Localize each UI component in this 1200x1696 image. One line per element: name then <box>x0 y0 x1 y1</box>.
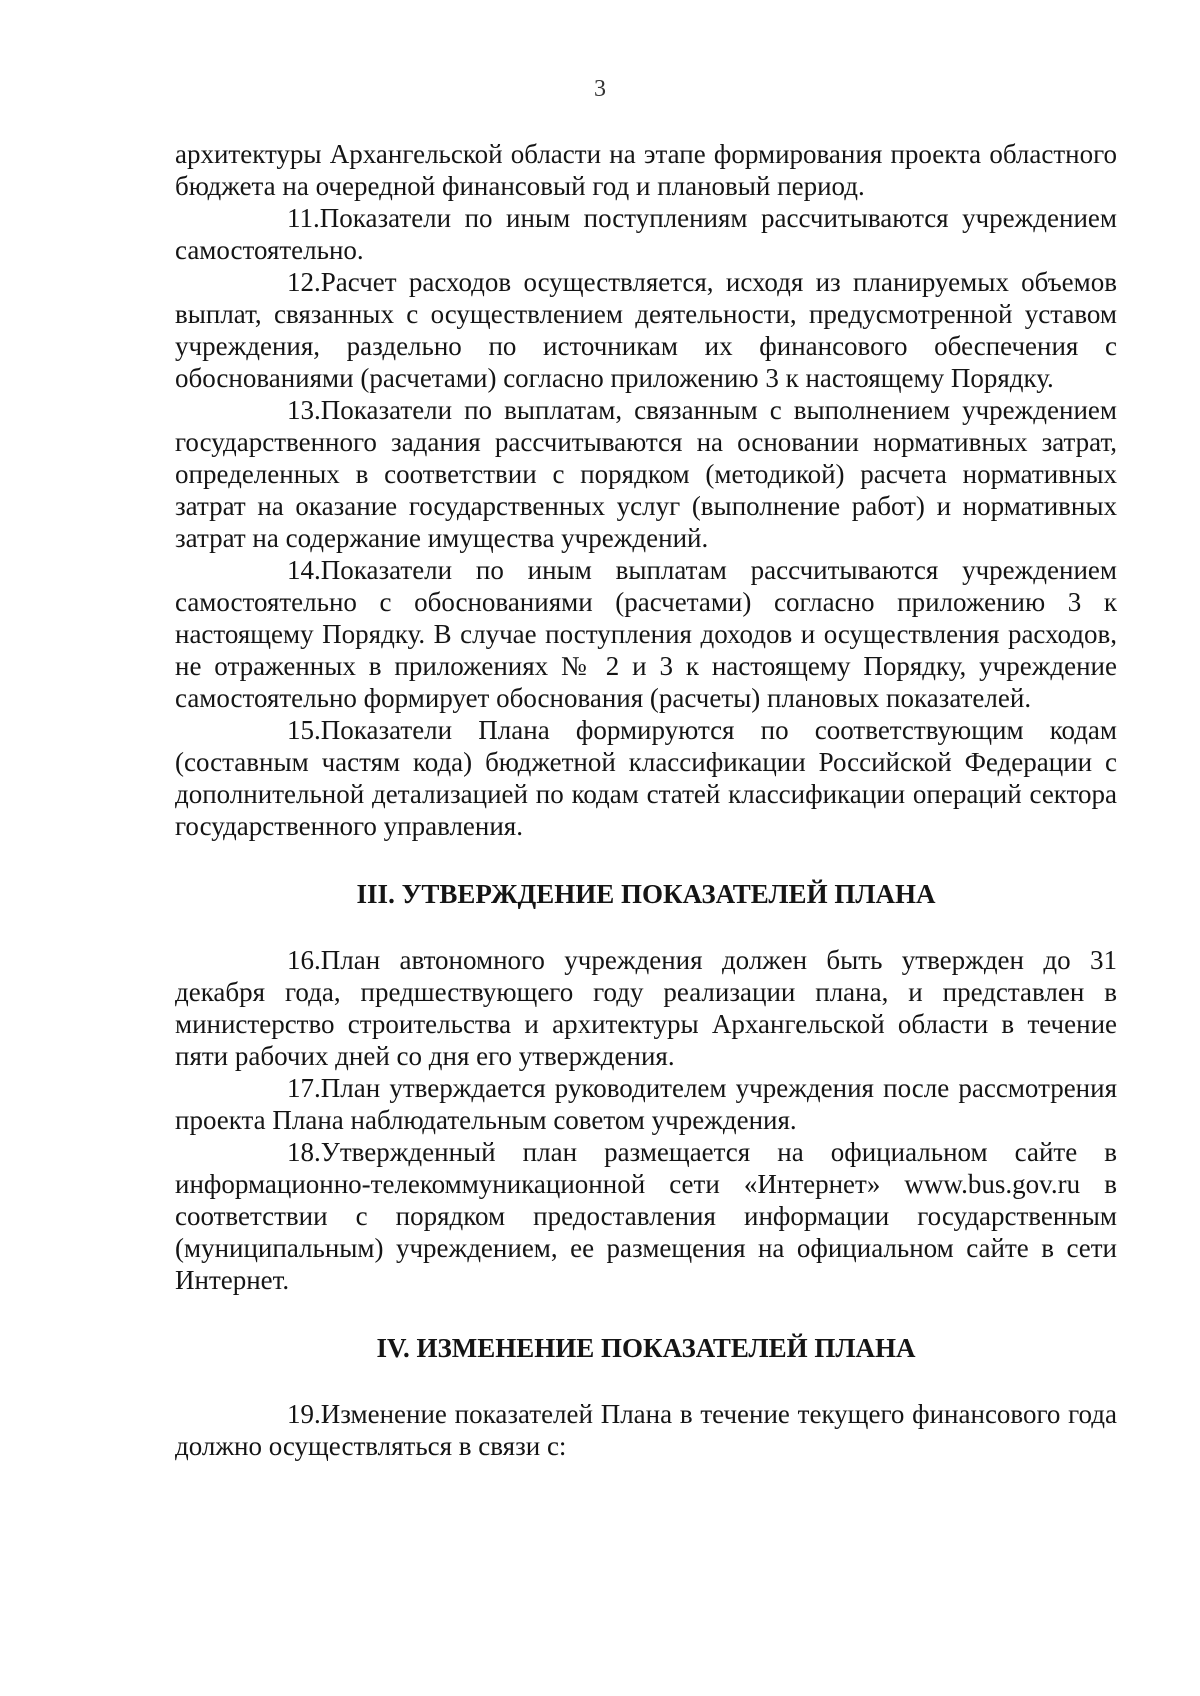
paragraph-19 <box>175 1398 1117 1462</box>
paragraph-number: 14. <box>287 555 321 585</box>
spacer <box>175 1296 1117 1332</box>
intro-continuation: архитектуры Архангельской области на этапе формирования проекта областного бюджета на очередной финансовый год и плановый период. <box>175 139 1117 201</box>
section-heading-3: III. УТВЕРЖДЕНИЕ ПОКАЗАТЕЛЕЙ ПЛАНА <box>356 879 936 909</box>
paragraph-13 <box>175 394 1117 554</box>
paragraph-text: План автономного учреждения должен быть утвержден до 31 декабря года, предшествующего году реализации плана, и представлен в министерство строительства и архитектуры Архангельской области в течение пяти рабочих дней со дня его утверждения. <box>175 945 1117 1071</box>
spacer <box>175 842 1117 878</box>
spacer <box>175 1364 1117 1398</box>
paragraph-15 <box>175 714 1117 842</box>
paragraph-14 <box>175 554 1117 714</box>
page-number: 3 <box>594 76 606 102</box>
paragraph-text: Показатели по иным поступлениям рассчитываются учреждением самостоятельно. <box>175 203 1117 265</box>
paragraph-number: 19. <box>287 1399 321 1429</box>
paragraph-text: Изменение показателей Плана в течение текущего финансового года должно осуществляться в связи с: <box>175 1399 1117 1461</box>
paragraph-text: Показатели Плана формируются по соответствующим кодам (составным частям кода) бюджетной классификации Российской Федерации с дополнительной детализацией по кодам статей классификации операций сектора государственного управления. <box>175 715 1117 841</box>
paragraph-text: Расчет расходов осуществляется, исходя из планируемых объемов выплат, связанных с осуществлением деятельности, предусмотренной уставом учреждения, раздельно по источникам их финансового обеспечения с обоснованиями (расчетами) согласно приложению 3 к настоящему Порядку. <box>175 267 1117 393</box>
paragraph-text: План утверждается руководителем учреждения после рассмотрения проекта Плана наблюдательным советом учреждения. <box>175 1073 1117 1135</box>
paragraph-18 <box>175 1136 1117 1296</box>
paragraph-text: Утвержденный план размещается на официальном сайте в информационно-телекоммуникационной сети «Интернет» www.bus.gov.ru в соответствии с порядком предоставления информации государственным (муниципальным) учреждением, ее размещения на официальном сайте в сети Интернет. <box>175 1137 1117 1295</box>
paragraph-text: Показатели по иным выплатам рассчитываются учреждением самостоятельно с обоснованиями (расчетами) согласно приложению 3 к настоящему Порядку. В случае поступления доходов и осуществления расходов, не отраженных в приложениях № 2 и 3 к настоящему Порядку, учреждение самостоятельно формирует обоснования (расчеты) плановых показателей. <box>175 555 1117 713</box>
spacer <box>175 910 1117 944</box>
paragraph-12 <box>175 266 1117 394</box>
paragraph-text: Показатели по выплатам, связанным с выполнением учреждением государственного задания рассчитываются на основании нормативных затрат, определенных в соответствии с порядком (методикой) расчета нормативных затрат на оказание государственных услуг (выполнение работ) и нормативных затрат на содержание имущества учреждений. <box>175 395 1117 553</box>
paragraph-17 <box>175 1072 1117 1136</box>
paragraph-11 <box>175 202 1117 266</box>
paragraph-number: 13. <box>287 395 321 425</box>
paragraph-number: 17. <box>287 1073 321 1103</box>
section-heading-4: IV. ИЗМЕНЕНИЕ ПОКАЗАТЕЛЕЙ ПЛАНА <box>376 1333 916 1363</box>
paragraph-number: 12. <box>287 267 321 297</box>
paragraph-number: 16. <box>287 945 321 975</box>
document-body <box>175 138 1117 1462</box>
paragraph-number: 18. <box>287 1137 321 1167</box>
paragraph-number: 15. <box>287 715 321 745</box>
paragraph-16 <box>175 944 1117 1072</box>
paragraph-number: 11. <box>287 203 320 233</box>
